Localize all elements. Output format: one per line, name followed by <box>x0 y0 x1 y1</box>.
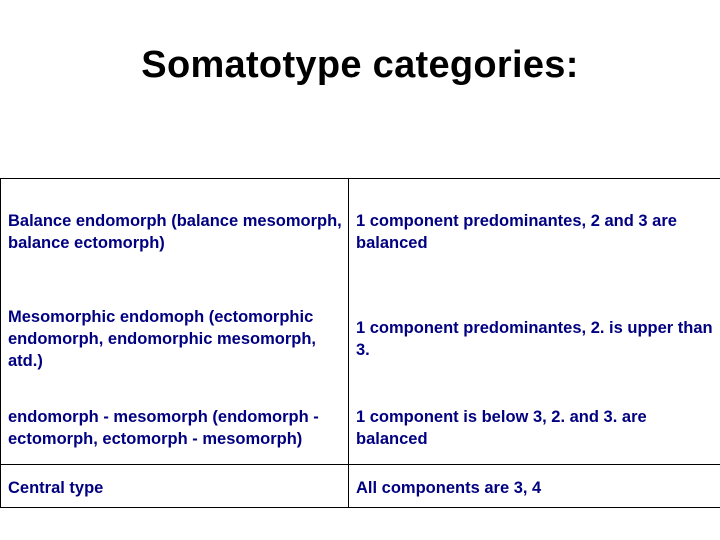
table-left-border <box>0 178 1 508</box>
category-cell: Central type <box>8 479 104 497</box>
description-cell: 1 component is below 3, 2. and 3. are balanced <box>356 408 647 448</box>
slide-title: Somatotype categories: <box>141 44 579 86</box>
category-cell: endomorph - mesomorph (endomorph - ectomorph, ectomorph - mesomorph) <box>8 408 319 448</box>
description-cell: All components are 3, 4 <box>356 479 542 497</box>
table-column-divider <box>348 178 349 508</box>
table-row-divider <box>0 464 720 465</box>
description-cell: 1 component predominantes, 2 and 3 are balanced <box>356 212 677 252</box>
category-cell: Mesomorphic endomoph (ectomorphic endomorph, endomorphic mesomorph, atd.) <box>8 308 317 370</box>
description-cell: 1 component predominantes, 2. is upper than 3. <box>356 319 713 359</box>
category-cell: Balance endomorph (balance mesomorph, balance ectomorph) <box>8 212 342 252</box>
